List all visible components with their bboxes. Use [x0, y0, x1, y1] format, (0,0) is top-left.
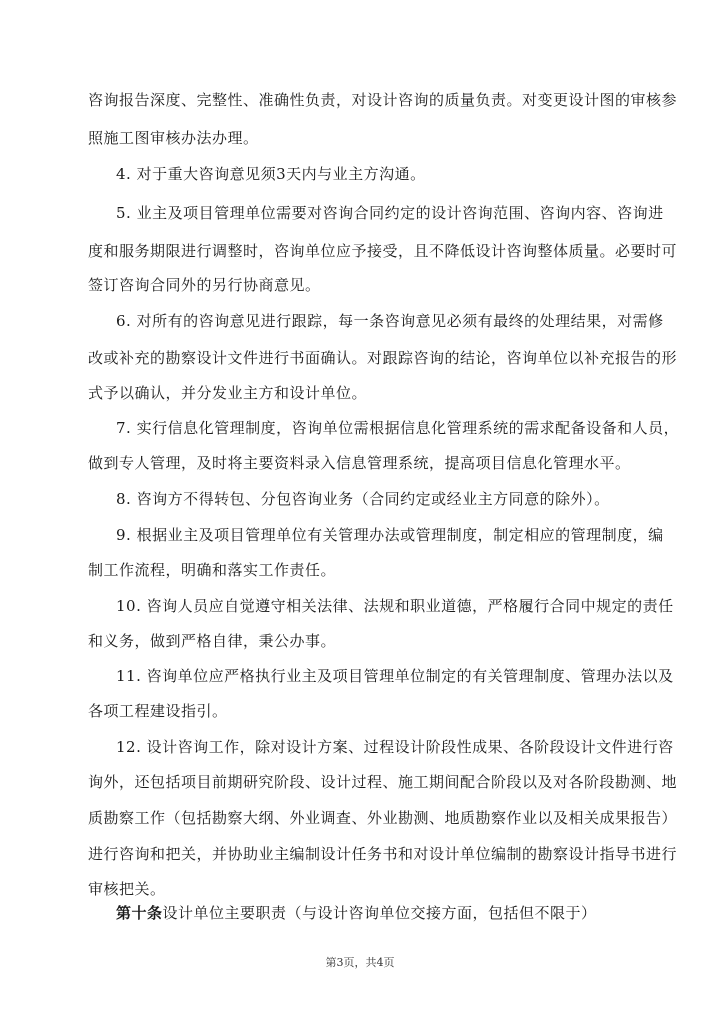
page-footer: 第3页，共4页	[325, 956, 395, 969]
article-heading	[116, 903, 676, 923]
paragraph-3-line-0: 6. 对所有的咨询意见进行跟踪，每一条咨询意见必须有最终的处理结果，对需修	[116, 312, 664, 330]
paragraph-8-line-0: 11. 咨询单位应严格执行业主及项目管理单位制定的有关管理制度、管理办法以及	[116, 667, 674, 685]
paragraph-6-line-1: 制工作流程，明确和落实工作责任。	[88, 561, 337, 579]
paragraph-9-line-4: 审核把关。	[88, 880, 166, 898]
paragraph-7-line-0: 10. 咨询人员应自觉遵守相关法律、法规和职业道德，严格履行合同中规定的责任	[116, 597, 674, 615]
paragraph-2-line-2: 签订咨询合同外的另行协商意见。	[88, 276, 321, 294]
paragraph-0-line-0: 咨询报告深度、完整性、准确性负责，对设计咨询的质量负责。对变更设计图的审核参	[88, 91, 678, 109]
paragraph-3-line-2: 式予以确认，并分发业主方和设计单位。	[88, 384, 368, 402]
paragraph-9-line-0: 12. 设计咨询工作，除对设计方案、过程设计阶段性成果、各阶段设计文件进行咨	[116, 738, 674, 756]
paragraph-3-line-1: 改或补充的勘察设计文件进行书面确认。对跟踪咨询的结论，咨询单位以补充报告的形	[88, 349, 678, 367]
article-title: 设计单位主要职责（与设计咨询单位交接方面，包括但不限于）	[162, 904, 597, 922]
paragraph-4-line-0: 7. 实行信息化管理制度，咨询单位需根据信息化管理系统的需求配备设备和人员，	[116, 419, 680, 437]
paragraph-5-line-0: 8. 咨询方不得转包、分包咨询业务（合同约定或经业主方同意的除外）。	[116, 490, 610, 508]
paragraph-4-line-1: 做到专人管理，及时将主要资料录入信息管理系统，提高项目信息化管理水平。	[88, 454, 631, 472]
paragraph-9-line-1: 询外，还包括项目前期研究阶段、设计过程、施工期间配合阶段以及对各阶段勘测、地	[88, 773, 678, 791]
paragraph-6-line-0: 9. 根据业主及项目管理单位有关管理办法或管理制度，制定相应的管理制度，编	[116, 526, 664, 544]
paragraph-2-line-0: 5. 业主及项目管理单位需要对咨询合同约定的设计咨询范围、咨询内容、咨询进	[116, 204, 664, 222]
article-number: 第十条	[116, 904, 163, 922]
paragraph-8-line-1: 各项工程建设指引。	[88, 702, 228, 720]
paragraph-9-line-3: 进行咨询和把关，并协助业主编制设计任务书和对设计单位编制的勘察设计指导书进行	[88, 845, 678, 863]
paragraph-1-line-0: 4. 对于重大咨询意见须3天内与业主方沟通。	[116, 165, 426, 183]
paragraph-2-line-1: 度和服务期限进行调整时，咨询单位应予接受，且不降低设计咨询整体质量。必要时可	[88, 242, 678, 260]
paragraph-7-line-1: 和义务，做到严格自律，秉公办事。	[88, 632, 337, 650]
paragraph-9-line-2: 质勘察工作（包括勘察大纲、外业调查、外业勘测、地质勘察作业以及相关成果报告）	[88, 809, 678, 827]
paragraph-0-line-1: 照施工图审核办法办理。	[88, 129, 259, 147]
